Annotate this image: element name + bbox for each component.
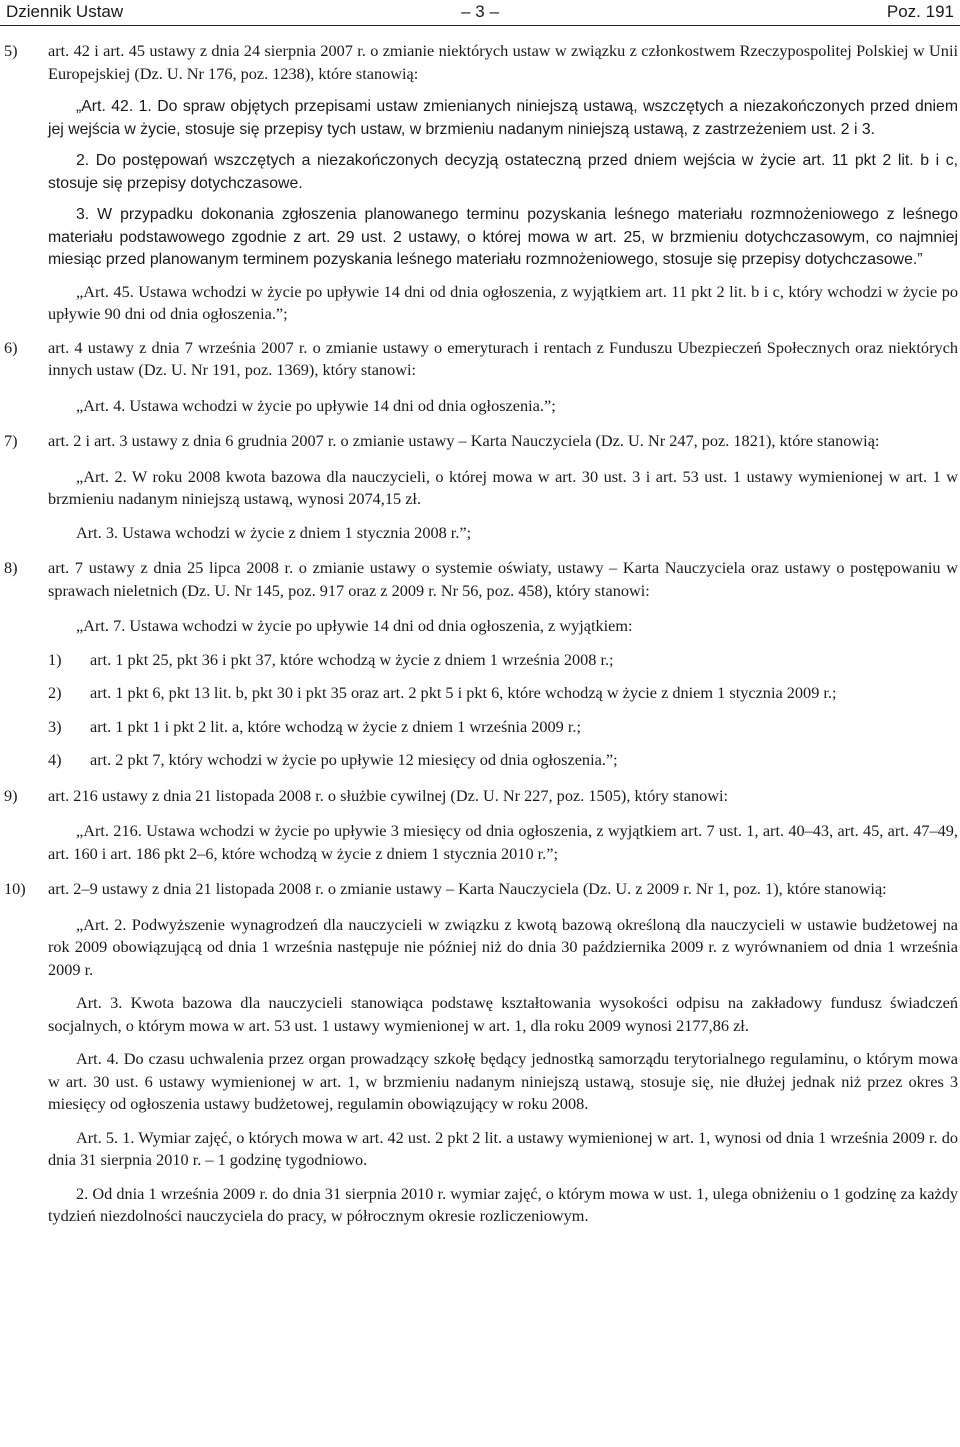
list-item bbox=[0, 878, 958, 901]
provision-paragraph: „Art. 7. Ustawa wchodzi w życie po upływie 14 dni od dnia ogłoszenia, z wyjątkiem: bbox=[76, 616, 633, 635]
list-item bbox=[0, 785, 958, 808]
item-text: art. 2–9 ustawy z dnia 21 listopada 2008 r. o zmianie ustawy – Karta Nauczyciela (Dz. U. z 2009 r. Nr 1, poz. 1), które stanowią: bbox=[48, 879, 887, 898]
sub-point-number: 1) bbox=[48, 649, 62, 669]
item-number: 8) bbox=[4, 558, 18, 577]
sub-point-text: art. 1 pkt 6, pkt 13 lit. b, pkt 30 i pkt 35 oraz art. 2 pkt 5 i pkt 6, które wchodzą w życie z dniem 1 stycznia 2009 r.; bbox=[90, 683, 837, 702]
header-divider bbox=[0, 25, 960, 26]
item-text: art. 7 ustawy z dnia 25 lipca 2008 r. o zmianie ustawy o systemie oświaty, ustawy – Karta Nauczyciela oraz ustawy o postępowaniu w sprawach nieletnich (Dz. U. Nr 145, poz. 917 oraz z 2009 r. Nr 56, poz. 458), który stanowi: bbox=[48, 558, 958, 600]
provision-paragraph: Art. 5. 1. Wymiar zajęć, o których mowa w art. 42 ust. 2 pkt 2 lit. a ustawy wymienionej w art. 1, wynosi od dnia 1 września 2009 r. do dnia 31 sierpnia 2010 r. – 1 godzinę tygodniowo. bbox=[48, 1127, 958, 1169]
item-number: 7) bbox=[4, 431, 18, 450]
sub-point-number: 2) bbox=[48, 683, 62, 702]
provision-paragraph: „Art. 216. Ustawa wchodzi w życie po upływie 3 miesięcy od dnia ogłoszenia, z wyjątkiem art. 7 ust. 1, art. 40–43, art. 45, art. 47–49, art. 160 i art. 186 pkt 2–6, które wchodzą w życie z dniem 1 stycznia 2010 r.”; bbox=[48, 821, 958, 863]
provision-paragraph: „Art. 2. W roku 2008 kwota bazowa dla nauczycieli, o której mowa w art. 30 ust. 3 i art. 53 ust. 1 ustawy wymienionej w art. 1 w brzmieniu nadanym niniejszą ustawą, wynosi 2074,15 zł. bbox=[48, 466, 958, 508]
sub-point bbox=[0, 749, 958, 772]
list-item bbox=[0, 337, 958, 382]
journal-title: Dziennik Ustaw bbox=[6, 2, 124, 21]
sub-point-number: 3) bbox=[48, 716, 62, 736]
item-text: art. 4 ustawy z dnia 7 września 2007 r. o zmianie ustawy o emeryturach i rentach z Funduszu Ubezpieczeń Społecznych oraz niektórych innych ustaw (Dz. U. Nr 191, poz. 1369), który stanowi: bbox=[48, 337, 958, 379]
quoted-provision bbox=[0, 395, 958, 418]
list-item bbox=[0, 40, 958, 85]
provision-paragraph: Art. 3. Kwota bazowa dla nauczycieli stanowiąca podstawę kształtowania wysokości odpisu na zakładowy fundusz świadczeń socjalnych, o którym mowa w art. 53 ust. 1 ustawy wymienionej w art. 1, dla roku 2009 wynosi 2177,86 zł. bbox=[48, 993, 958, 1035]
provision-paragraph: Art. 4. Do czasu uchwalenia przez organ prowadzący szkołę będący jednostką samorządu terytorialnego regulaminu, o którym mowa w art. 30 ust. 6 ustawy wymienionej w art. 1, w brzmieniu nadanym niniejszą ustawą, stosuje się, nie dłużej jednak niż przez okres 3 miesięcy od ogłoszenia ustawy budżetowej, regulamin obowiązujący w roku 2008. bbox=[48, 1049, 958, 1113]
sub-point bbox=[0, 649, 958, 672]
item-text: art. 42 i art. 45 ustawy z dnia 24 sierpnia 2007 r. o zmianie niektórych ustaw w związku z członkostwem Rzeczypospolitej Polskiej w Unii Europejskiej (Dz. U. Nr 176, poz. 1238), które stanowią: bbox=[48, 41, 958, 83]
provision-paragraph: „Art. 2. Podwyższenie wynagrodzeń dla nauczycieli w związku z kwotą bazową określoną dla nauczycieli w ustawie budżetowej na rok 2009 obowiązującą od dnia 1 września następuje nie później niż do dnia 30 października 2009 r. z wyrównaniem od dnia 1 września 2009 r. bbox=[48, 914, 958, 979]
page-number: – 3 – bbox=[461, 2, 499, 21]
quoted-provision bbox=[0, 914, 958, 1228]
quoted-provision bbox=[0, 466, 958, 545]
sub-point-text: art. 1 pkt 1 i pkt 2 lit. a, które wchodzą w życie z dniem 1 września 2009 r.; bbox=[90, 716, 582, 736]
sub-point-number: 4) bbox=[48, 750, 62, 769]
provision-paragraph: 3. W przypadku dokonania zgłoszenia planowanego terminu pozyskania leśnego materiału rozmnożeniowego z leśnego materiału podstawowego zgodnie z art. 29 ust. 2 ustawy, o której mowa w art. 25, w brzmieniu dotychczasowym, co najmniej miesiąc przed planowanym terminem pozyskania leśnego materiału rozmnożeniowego, stosuje się przepisy dotychczasowe.” bbox=[48, 206, 958, 268]
item-number: 10) bbox=[4, 879, 26, 898]
sub-point bbox=[0, 682, 958, 705]
item-number: 6) bbox=[4, 337, 18, 357]
document-body bbox=[0, 40, 958, 1228]
list-item bbox=[0, 557, 958, 602]
sub-point-text: art. 2 pkt 7, który wchodzi w życie po upływie 12 miesięcy od dnia ogłoszenia.”; bbox=[90, 750, 618, 769]
provision-paragraph: „Art. 45. Ustawa wchodzi w życie po upływie 14 dni od dnia ogłoszenia, z wyjątkiem art. 11 pkt 2 lit. b i c, który wchodzi w życie po upływie 90 dni od dnia ogłoszenia.”; bbox=[48, 281, 958, 323]
item-text: art. 216 ustawy z dnia 21 listopada 2008 r. o służbie cywilnej (Dz. U. Nr 227, poz. 1505), który stanowi: bbox=[48, 785, 729, 805]
quoted-provision bbox=[0, 615, 958, 638]
sub-point bbox=[0, 716, 958, 739]
provision-paragraph: „Art. 42. 1. Do spraw objętych przepisami ustaw zmienianych niniejszą ustawą, wszczętych a niezakończonych przed dniem jej wejścia w życie, stosuje się przepisy tych ustaw, w brzmieniu nadanym niniejszą ustawą, z zastrzeżeniem ust. 2 i 3. bbox=[48, 98, 958, 138]
sub-point-text: art. 1 pkt 25, pkt 36 i pkt 37, które wchodzą w życie z dniem 1 września 2008 r.; bbox=[90, 649, 614, 669]
quoted-provision bbox=[0, 96, 958, 272]
page-header bbox=[0, 0, 960, 28]
item-text: art. 2 i art. 3 ustawy z dnia 6 grudnia 2007 r. o zmianie ustawy – Karta Nauczyciela (Dz. U. Nr 247, poz. 1821), które stanowią: bbox=[48, 431, 880, 450]
provision-paragraph: 2. Od dnia 1 września 2009 r. do dnia 31 sierpnia 2010 r. wymiar zajęć, o którym mowa w ust. 1, ulega obniżeniu o 1 godzinę za każdy tydzień niezdolności nauczyciela do pracy, w półrocznym okresie rozliczeniowym. bbox=[48, 1183, 958, 1225]
quoted-provision bbox=[0, 281, 958, 326]
position-number: Poz. 191 bbox=[886, 2, 954, 21]
list-item bbox=[0, 430, 958, 453]
item-number: 5) bbox=[4, 41, 18, 60]
provision-paragraph: 2. Do postępowań wszczętych a niezakończonych decyzją ostateczną przed dniem wejścia w życie art. 11 pkt 2 lit. b i c, stosuje się przepisy dotychczasowe. bbox=[48, 152, 958, 192]
item-number: 9) bbox=[4, 785, 18, 805]
quoted-provision bbox=[0, 820, 958, 865]
provision-paragraph: Art. 3. Ustawa wchodzi w życie z dniem 1 stycznia 2008 r.”; bbox=[76, 522, 472, 542]
provision-paragraph: „Art. 4. Ustawa wchodzi w życie po upływie 14 dni od dnia ogłoszenia.”; bbox=[76, 395, 556, 415]
